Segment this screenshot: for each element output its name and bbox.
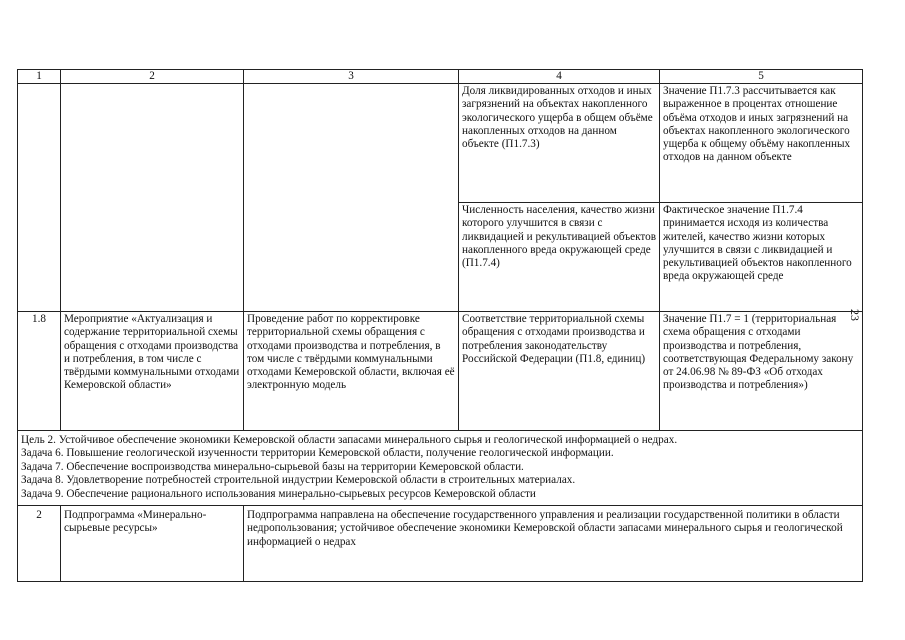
task-line: Задача 6. Повышение геологической изученности территории Кемеровской области, получение геологической информации. [21, 447, 614, 460]
method-cell: Значение П1.7 = 1 (территориальная схема обращения с отходами производства и потребления, соответствующая Федеральному закону от 24.06.98 № 89-ФЗ «Об отходах производства и потребления») [660, 312, 863, 431]
header-col-1: 1 [18, 70, 61, 84]
header-col-5: 5 [660, 70, 863, 84]
indicator-cell: Доля ликвидированных отходов и иных загрязнений на объектах накопленного экологического ущерба в общем объёме накопленных отходов на данном объекте (П1.7.3) [459, 84, 660, 203]
method-cell: Фактическое значение П1.7.4 принимается исходя из количества жителей, качество жизни которых улучшится в связи с ликвидацией и рекультивацией объектов накопленного вреда окружающей среде [660, 203, 863, 312]
activity-content-cell: Проведение работ по корректировке территориальной схемы обращения с отходами производства и потребления, в том числе с твёрдыми коммунальными отходами Кемеровской области, включая её электронную модель [244, 312, 459, 431]
goal-row [18, 431, 863, 506]
subprogram-description-cell: Подпрограмма направлена на обеспечение государственного управления и реализации государственной политики в области недропользования; устойчивое обеспечение экономики Кемеровской области запасами минерального сырья и геологической информацией о недрах [244, 506, 863, 582]
activity-name-cell: Мероприятие «Актуализация и содержание территориальной схемы обращения с отходами производства и потребления, в том числе с твёрдыми коммунальными отходами Кемеровской области» [61, 312, 244, 431]
cell-empty [244, 84, 459, 312]
header-col-4: 4 [459, 70, 660, 84]
row-number-cell: 1.8 [18, 312, 61, 431]
cell-empty [61, 84, 244, 312]
indicator-cell: Соответствие территориальной схемы обращения с отходами производства и потребления законодательству Российской Федерации (П1.8, единиц) [459, 312, 660, 431]
program-table [17, 69, 863, 582]
header-row [18, 70, 863, 84]
cell-empty [18, 84, 61, 312]
table-row [18, 506, 863, 582]
page-number: 23 [848, 309, 862, 321]
task-line: Задача 7. Обеспечение воспроизводства минерально-сырьевой базы на территории Кемеровской области. [21, 460, 524, 473]
goal-tasks-cell [18, 431, 863, 506]
header-col-2: 2 [61, 70, 244, 84]
table-row [18, 84, 863, 203]
task-line: Задача 9. Обеспечение рационального использования минерально-сырьевых ресурсов Кемеровской области [21, 487, 536, 500]
header-col-3: 3 [244, 70, 459, 84]
subprogram-name-cell: Подпрограмма «Минерально-сырьевые ресурсы» [61, 506, 244, 582]
row-number-cell: 2 [18, 506, 61, 582]
goal-line: Цель 2. Устойчивое обеспечение экономики Кемеровской области запасами минерального сырья и геологической информацией о недрах. [21, 434, 678, 446]
method-cell: Значение П1.7.3 рассчитывается как выраженное в процентах отношение объёма отходов и иных загрязнений на объектах накопленного экологического ущерба к общему объёму накопленных отходов на данном объекте [660, 84, 863, 203]
task-line: Задача 8. Удовлетворение потребностей строительной индустрии Кемеровской области в строительных материалах. [21, 474, 576, 487]
indicator-cell: Численность населения, качество жизни которого улучшится в связи с ликвидацией и рекультивацией объектов накопленного вреда окружающей среде (П1.7.4) [459, 203, 660, 312]
table-row [18, 312, 863, 431]
